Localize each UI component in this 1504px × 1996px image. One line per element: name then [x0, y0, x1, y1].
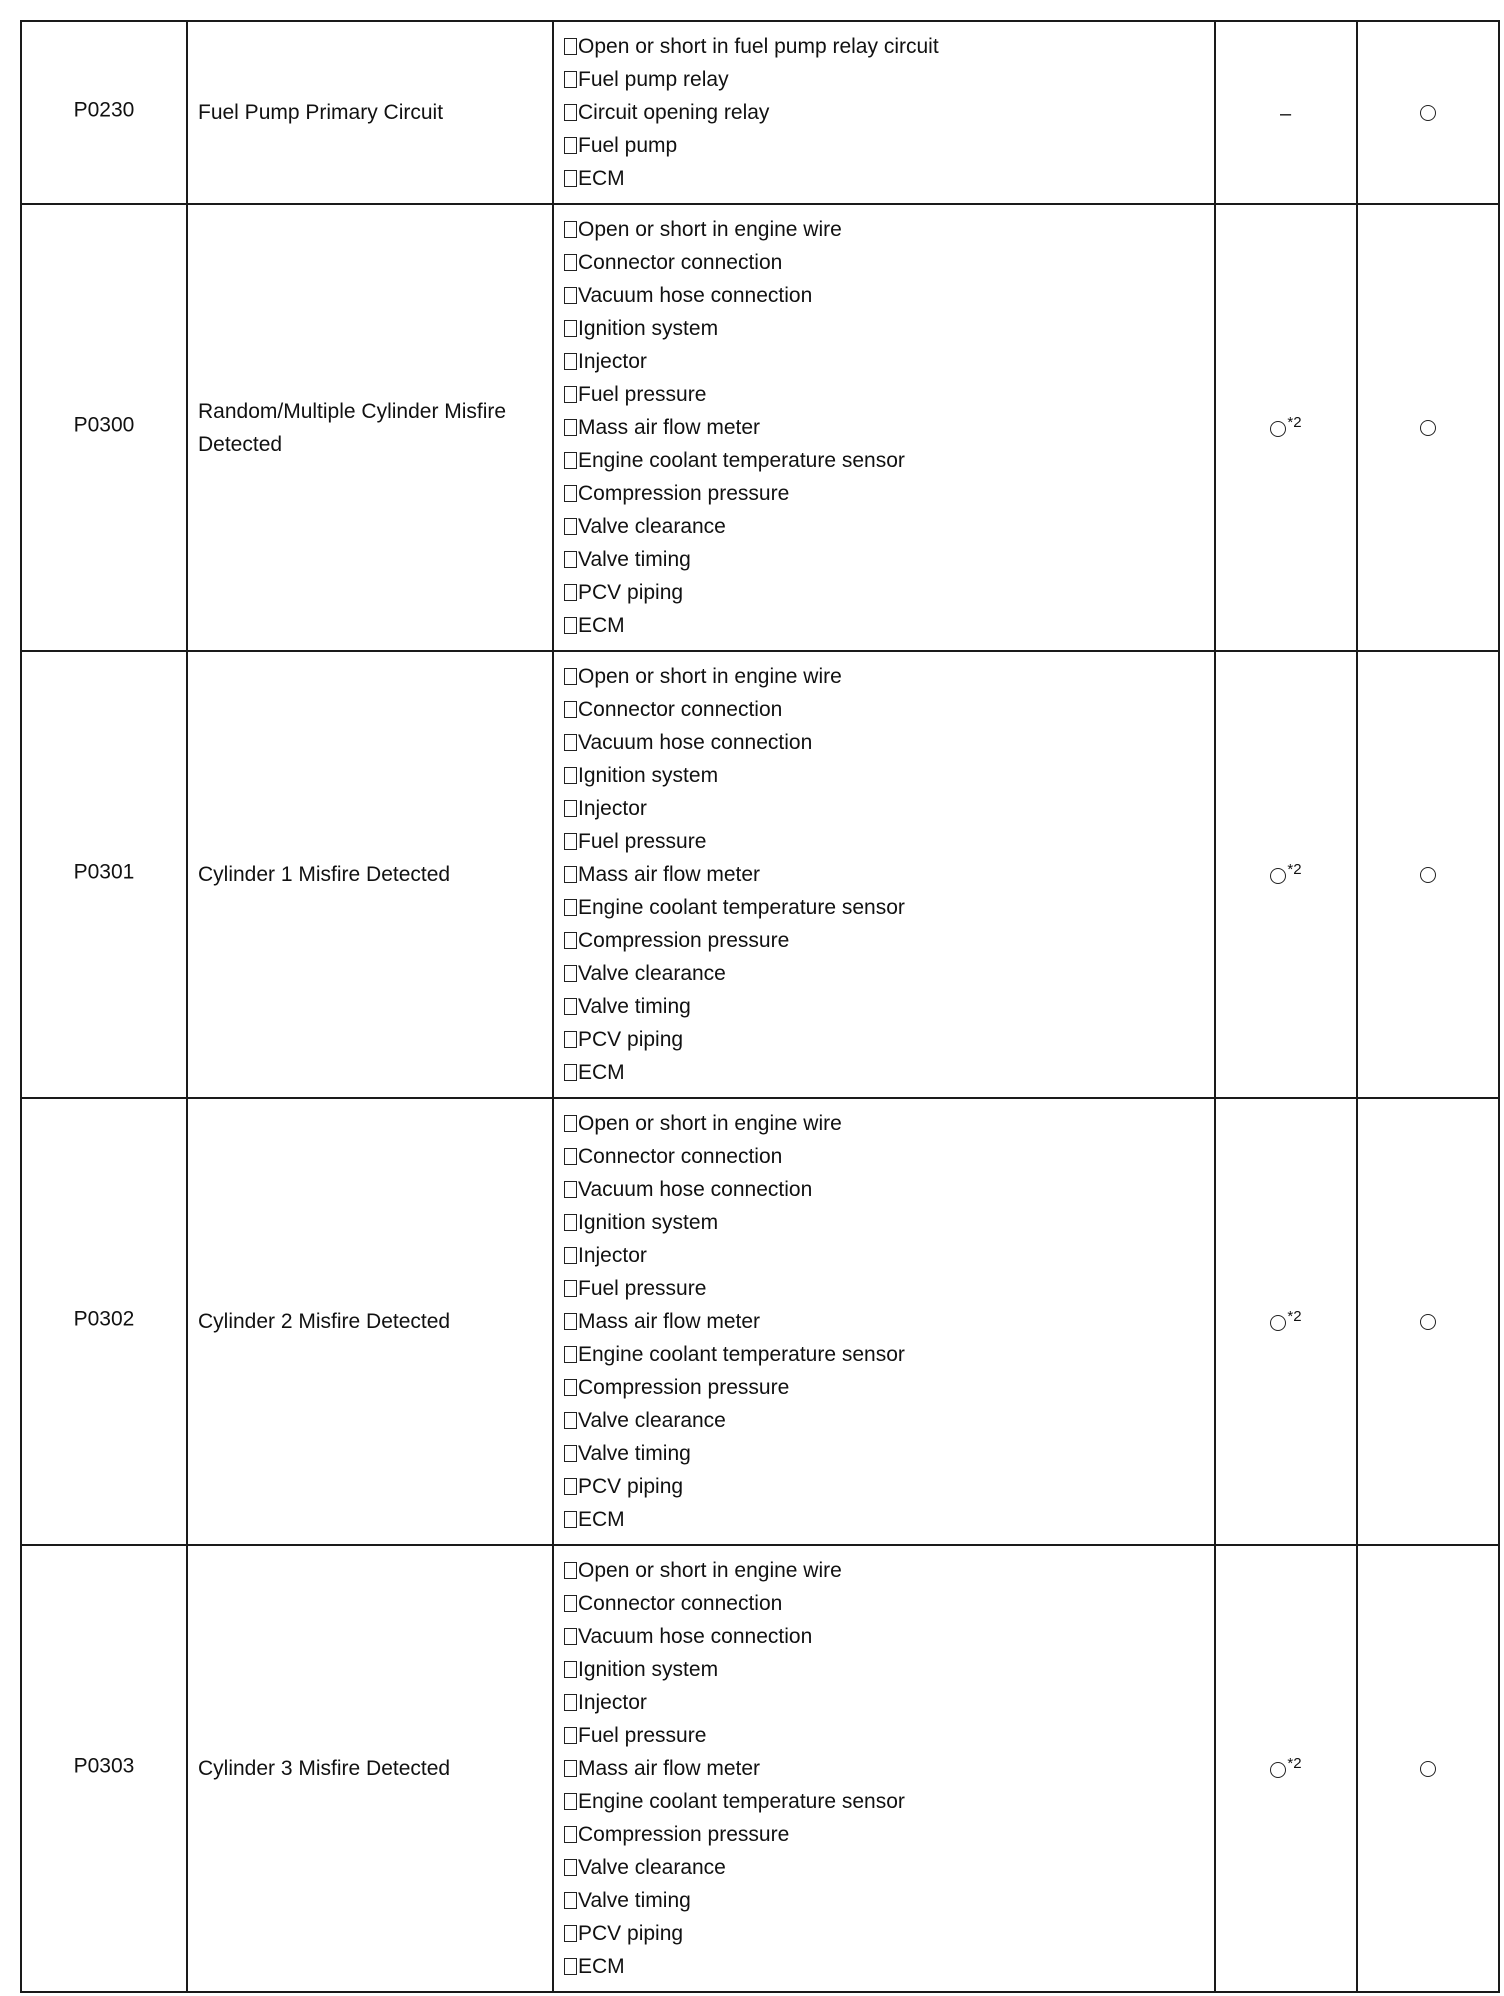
bullet-box-icon: [564, 617, 577, 634]
footnote-marker: *2: [1287, 1755, 1302, 1772]
list-item: [564, 1884, 1204, 1917]
list-item: [564, 1107, 1204, 1140]
bullet-box-icon: [564, 353, 577, 370]
trouble-area-text: Fuel pressure: [578, 1724, 707, 1747]
list-item: [564, 129, 1204, 162]
trouble-area-text: Engine coolant temperature sensor: [578, 1790, 905, 1813]
trouble-areas-cell: [553, 1545, 1215, 1992]
trouble-area-text: Compression pressure: [578, 1823, 790, 1846]
bullet-box-icon: [564, 1280, 577, 1297]
bullet-box-icon: [564, 1727, 577, 1744]
list-item: [564, 759, 1204, 792]
detection-item: Fuel Pump Primary Circuit: [187, 21, 553, 204]
list-item: [564, 1206, 1204, 1239]
list-item: [564, 891, 1204, 924]
circle-icon: [1420, 105, 1436, 121]
trouble-area-text: Connector connection: [578, 251, 783, 274]
trouble-area-text: PCV piping: [578, 1475, 684, 1498]
trouble-area-text: Connector connection: [578, 1592, 783, 1615]
bullet-box-icon: [564, 137, 577, 154]
trouble-area-text: Valve clearance: [578, 962, 726, 985]
bullet-box-icon: [564, 734, 577, 751]
trouble-area-text: Valve timing: [578, 995, 691, 1018]
list-item: [564, 1851, 1204, 1884]
list-item: [564, 411, 1204, 444]
table-row: [21, 651, 1499, 1098]
bullet-box-icon: [564, 485, 577, 502]
mil-cell: [1215, 1098, 1357, 1545]
memory-cell: [1357, 21, 1499, 204]
memory-cell: [1357, 204, 1499, 651]
trouble-area-list: [564, 213, 1204, 642]
bullet-box-icon: [564, 701, 577, 718]
bullet-box-icon: [564, 518, 577, 535]
footnote-marker: *2: [1287, 861, 1302, 878]
list-item: [564, 510, 1204, 543]
dtc-table-body: [21, 21, 1499, 1992]
bullet-box-icon: [564, 1628, 577, 1645]
bullet-box-icon: [564, 38, 577, 55]
bullet-box-icon: [564, 254, 577, 271]
bullet-box-icon: [564, 1181, 577, 1198]
memory-cell: [1357, 1098, 1499, 1545]
bullet-box-icon: [564, 1925, 577, 1942]
trouble-area-text: Valve clearance: [578, 1409, 726, 1432]
bullet-box-icon: [564, 1562, 577, 1579]
list-item: [564, 63, 1204, 96]
bullet-box-icon: [564, 1247, 577, 1264]
trouble-area-text: Compression pressure: [578, 482, 790, 505]
circle-icon: [1420, 1314, 1436, 1330]
bullet-box-icon: [564, 170, 577, 187]
trouble-area-text: Vacuum hose connection: [578, 1178, 813, 1201]
bullet-box-icon: [564, 1445, 577, 1462]
trouble-area-text: Fuel pressure: [578, 383, 707, 406]
trouble-area-text: Ignition system: [578, 1658, 719, 1681]
trouble-area-text: Open or short in engine wire: [578, 1559, 842, 1582]
footnote-marker: *2: [1287, 1308, 1302, 1325]
dtc-code: P0303: [73, 1754, 135, 1778]
trouble-area-text: Compression pressure: [578, 929, 790, 952]
mil-cell: [1215, 21, 1357, 204]
bullet-box-icon: [564, 1793, 577, 1810]
trouble-area-text: Open or short in fuel pump relay circuit: [578, 35, 939, 58]
circle-icon: [1270, 421, 1286, 437]
list-item: [564, 1653, 1204, 1686]
bullet-box-icon: [564, 452, 577, 469]
list-item: [564, 609, 1204, 642]
bullet-box-icon: [564, 1115, 577, 1132]
bullet-box-icon: [564, 1379, 577, 1396]
list-item: [564, 1587, 1204, 1620]
bullet-box-icon: [564, 1478, 577, 1495]
list-item: [564, 1056, 1204, 1089]
list-item: [564, 924, 1204, 957]
trouble-areas-cell: [553, 651, 1215, 1098]
list-item: [564, 345, 1204, 378]
trouble-area-text: Mass air flow meter: [578, 1757, 761, 1780]
list-item: [564, 792, 1204, 825]
trouble-area-text: Ignition system: [578, 764, 719, 787]
bullet-box-icon: [564, 1859, 577, 1876]
trouble-area-text: Engine coolant temperature sensor: [578, 896, 905, 919]
dtc-code: P0230: [73, 98, 135, 122]
bullet-box-icon: [564, 932, 577, 949]
memory-cell: [1357, 651, 1499, 1098]
trouble-area-list: [564, 660, 1204, 1089]
trouble-area-text: Vacuum hose connection: [578, 1625, 813, 1648]
trouble-area-text: Vacuum hose connection: [578, 284, 813, 307]
dtc-code: P0301: [73, 860, 135, 884]
bullet-box-icon: [564, 1148, 577, 1165]
bullet-box-icon: [564, 767, 577, 784]
trouble-area-text: Valve clearance: [578, 515, 726, 538]
trouble-area-text: Valve timing: [578, 1442, 691, 1465]
detection-item: Random/Multiple Cylinder Misfire Detected: [187, 204, 553, 651]
circle-icon: [1420, 1761, 1436, 1777]
bullet-box-icon: [564, 1694, 577, 1711]
trouble-areas-cell: [553, 21, 1215, 204]
trouble-area-text: Ignition system: [578, 1211, 719, 1234]
list-item: [564, 1305, 1204, 1338]
bullet-box-icon: [564, 899, 577, 916]
trouble-area-text: Injector: [578, 1691, 647, 1714]
dtc-code-cell: [21, 651, 187, 1098]
trouble-area-text: Circuit opening relay: [578, 101, 770, 124]
list-item: [564, 1437, 1204, 1470]
trouble-area-text: ECM: [578, 614, 625, 637]
bullet-box-icon: [564, 833, 577, 850]
trouble-area-text: ECM: [578, 167, 625, 190]
list-item: [564, 312, 1204, 345]
trouble-area-text: ECM: [578, 1061, 625, 1084]
circle-icon: [1420, 420, 1436, 436]
trouble-area-text: ECM: [578, 1955, 625, 1978]
trouble-area-text: PCV piping: [578, 1028, 684, 1051]
list-item: [564, 1719, 1204, 1752]
list-item: [564, 990, 1204, 1023]
circle-icon: [1270, 1315, 1286, 1331]
trouble-area-text: Compression pressure: [578, 1376, 790, 1399]
list-item: [564, 543, 1204, 576]
bullet-box-icon: [564, 221, 577, 238]
list-item: [564, 1239, 1204, 1272]
trouble-area-text: Fuel pressure: [578, 830, 707, 853]
trouble-area-text: PCV piping: [578, 1922, 684, 1945]
trouble-area-text: Engine coolant temperature sensor: [578, 1343, 905, 1366]
trouble-area-text: ECM: [578, 1508, 625, 1531]
trouble-area-text: Mass air flow meter: [578, 416, 761, 439]
dtc-code: P0302: [73, 1307, 135, 1331]
bullet-box-icon: [564, 1892, 577, 1909]
circle-icon: [1270, 1762, 1286, 1778]
detection-item: Cylinder 2 Misfire Detected: [187, 1098, 553, 1545]
trouble-area-text: Connector connection: [578, 1145, 783, 1168]
trouble-area-text: Mass air flow meter: [578, 863, 761, 886]
bullet-box-icon: [564, 287, 577, 304]
trouble-area-text: Injector: [578, 350, 647, 373]
trouble-area-text: Valve timing: [578, 1889, 691, 1912]
list-item: [564, 1173, 1204, 1206]
list-item: [564, 1371, 1204, 1404]
list-item: [564, 726, 1204, 759]
table-row: [21, 21, 1499, 204]
bullet-box-icon: [564, 1958, 577, 1975]
trouble-area-text: Valve clearance: [578, 1856, 726, 1879]
trouble-area-text: Open or short in engine wire: [578, 218, 842, 241]
dtc-table: [20, 20, 1500, 1993]
list-item: [564, 693, 1204, 726]
dtc-code-cell: [21, 1545, 187, 1992]
list-item: [564, 1686, 1204, 1719]
trouble-area-text: Ignition system: [578, 317, 719, 340]
trouble-area-text: Vacuum hose connection: [578, 731, 813, 754]
bullet-box-icon: [564, 1826, 577, 1843]
detection-item: Cylinder 1 Misfire Detected: [187, 651, 553, 1098]
list-item: [564, 213, 1204, 246]
list-item: [564, 957, 1204, 990]
list-item: [564, 858, 1204, 891]
trouble-area-text: Valve timing: [578, 548, 691, 571]
list-item: [564, 378, 1204, 411]
memory-cell: [1357, 1545, 1499, 1992]
footnote-marker: *2: [1287, 414, 1302, 431]
bullet-box-icon: [564, 419, 577, 436]
list-item: [564, 162, 1204, 195]
bullet-box-icon: [564, 1661, 577, 1678]
trouble-area-list: [564, 1554, 1204, 1983]
bullet-box-icon: [564, 584, 577, 601]
table-row: [21, 204, 1499, 651]
detection-item: Cylinder 3 Misfire Detected: [187, 1545, 553, 1992]
table-row: [21, 1545, 1499, 1992]
list-item: [564, 1917, 1204, 1950]
mil-text: –: [1279, 103, 1292, 125]
list-item: [564, 477, 1204, 510]
bullet-box-icon: [564, 386, 577, 403]
circle-icon: [1270, 868, 1286, 884]
bullet-box-icon: [564, 1412, 577, 1429]
trouble-area-text: PCV piping: [578, 581, 684, 604]
bullet-box-icon: [564, 668, 577, 685]
bullet-box-icon: [564, 800, 577, 817]
dtc-code-cell: [21, 204, 187, 651]
bullet-box-icon: [564, 104, 577, 121]
list-item: [564, 1140, 1204, 1173]
bullet-box-icon: [564, 965, 577, 982]
dtc-code-cell: [21, 1098, 187, 1545]
list-item: [564, 1752, 1204, 1785]
list-item: [564, 30, 1204, 63]
list-item: [564, 1620, 1204, 1653]
trouble-area-text: Open or short in engine wire: [578, 1112, 842, 1135]
bullet-box-icon: [564, 866, 577, 883]
bullet-box-icon: [564, 998, 577, 1015]
bullet-box-icon: [564, 1064, 577, 1081]
list-item: [564, 1338, 1204, 1371]
list-item: [564, 1470, 1204, 1503]
dtc-code-cell: [21, 21, 187, 204]
bullet-box-icon: [564, 551, 577, 568]
list-item: [564, 576, 1204, 609]
list-item: [564, 1503, 1204, 1536]
trouble-area-text: Injector: [578, 797, 647, 820]
trouble-area-list: [564, 1107, 1204, 1536]
trouble-area-text: Open or short in engine wire: [578, 665, 842, 688]
bullet-box-icon: [564, 1214, 577, 1231]
dtc-code: P0300: [73, 413, 135, 437]
trouble-areas-cell: [553, 204, 1215, 651]
mil-cell: [1215, 204, 1357, 651]
trouble-area-text: Fuel pressure: [578, 1277, 707, 1300]
trouble-area-text: Fuel pump: [578, 134, 678, 157]
list-item: [564, 1785, 1204, 1818]
list-item: [564, 1554, 1204, 1587]
list-item: [564, 279, 1204, 312]
bullet-box-icon: [564, 1595, 577, 1612]
list-item: [564, 444, 1204, 477]
circle-icon: [1420, 867, 1436, 883]
trouble-areas-cell: [553, 1098, 1215, 1545]
trouble-area-text: Connector connection: [578, 698, 783, 721]
mil-cell: [1215, 1545, 1357, 1992]
bullet-box-icon: [564, 1760, 577, 1777]
trouble-area-text: Mass air flow meter: [578, 1310, 761, 1333]
list-item: [564, 96, 1204, 129]
trouble-area-list: [564, 30, 1204, 195]
bullet-box-icon: [564, 71, 577, 88]
list-item: [564, 1272, 1204, 1305]
list-item: [564, 1023, 1204, 1056]
table-row: [21, 1098, 1499, 1545]
mil-cell: [1215, 651, 1357, 1098]
bullet-box-icon: [564, 1031, 577, 1048]
list-item: [564, 1818, 1204, 1851]
list-item: [564, 825, 1204, 858]
bullet-box-icon: [564, 320, 577, 337]
bullet-box-icon: [564, 1346, 577, 1363]
list-item: [564, 1950, 1204, 1983]
list-item: [564, 246, 1204, 279]
bullet-box-icon: [564, 1511, 577, 1528]
trouble-area-text: Engine coolant temperature sensor: [578, 449, 905, 472]
list-item: [564, 660, 1204, 693]
list-item: [564, 1404, 1204, 1437]
trouble-area-text: Fuel pump relay: [578, 68, 729, 91]
bullet-box-icon: [564, 1313, 577, 1330]
trouble-area-text: Injector: [578, 1244, 647, 1267]
